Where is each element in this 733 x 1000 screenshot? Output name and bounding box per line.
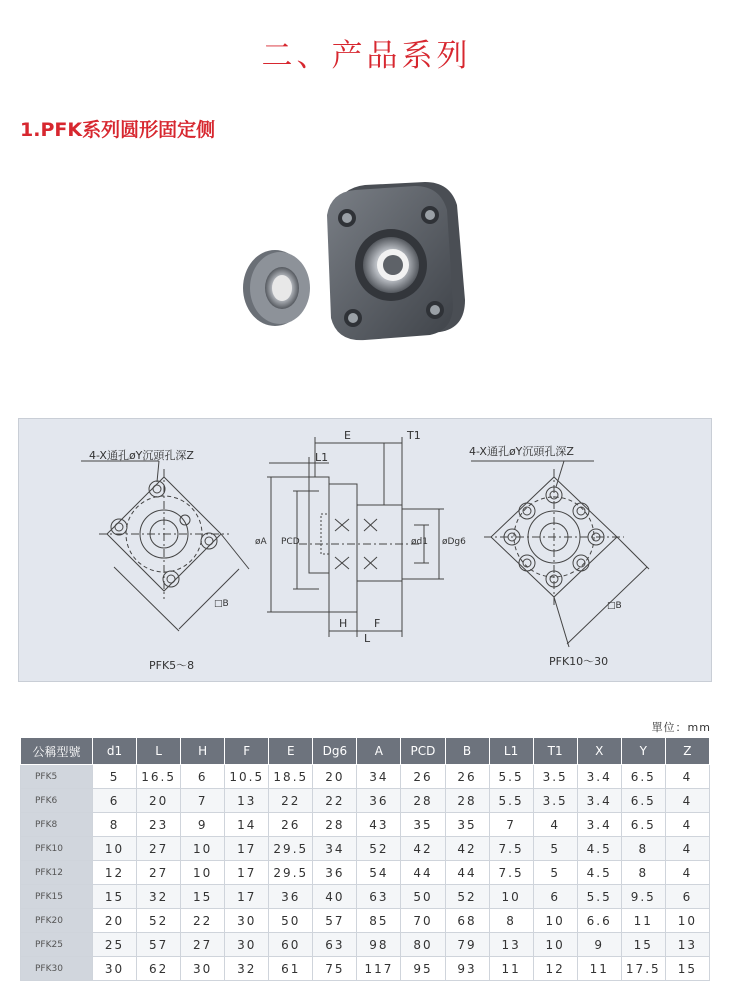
value-cell: 57	[313, 909, 357, 933]
dim-t1-label: T1	[407, 429, 421, 442]
value-cell: 9	[181, 813, 225, 837]
value-cell: 9	[577, 933, 621, 957]
value-cell: 5	[533, 861, 577, 885]
unit-label: 單位：mm	[651, 721, 711, 734]
value-cell: 7.5	[489, 837, 533, 861]
dim-pcd-label: PCD	[281, 537, 300, 547]
section-title: 1.PFK系列圆形固定侧	[20, 119, 216, 141]
value-cell: 26	[269, 813, 313, 837]
value-cell: 61	[269, 957, 313, 981]
value-cell: 5.5	[489, 765, 533, 789]
value-cell: 16.5	[137, 765, 181, 789]
left-hole-callout: 4-X通孔øY沉頭孔深Z	[89, 449, 194, 462]
column-header: E	[269, 738, 313, 765]
column-header: PCD	[401, 738, 445, 765]
value-cell: 34	[313, 837, 357, 861]
value-cell: 4	[533, 813, 577, 837]
value-cell: 27	[137, 837, 181, 861]
value-cell: 11	[577, 957, 621, 981]
value-cell: 18.5	[269, 765, 313, 789]
value-cell: 8	[93, 813, 137, 837]
value-cell: 44	[445, 861, 489, 885]
column-header: Dg6	[313, 738, 357, 765]
lock-nut-image	[243, 250, 310, 326]
value-cell: 52	[137, 909, 181, 933]
value-cell: 68	[445, 909, 489, 933]
value-cell: 117	[357, 957, 401, 981]
value-cell: 15	[93, 885, 137, 909]
value-cell: 10	[93, 837, 137, 861]
value-cell: 8	[489, 909, 533, 933]
model-cell: PFK8	[21, 813, 93, 837]
value-cell: 7	[181, 789, 225, 813]
column-header: Z	[665, 738, 709, 765]
column-header: L1	[489, 738, 533, 765]
value-cell: 10	[533, 909, 577, 933]
value-cell: 32	[137, 885, 181, 909]
table-row	[21, 789, 710, 813]
value-cell: 42	[401, 837, 445, 861]
value-cell: 5	[533, 837, 577, 861]
model-cell: PFK25	[21, 933, 93, 957]
value-cell: 35	[445, 813, 489, 837]
value-cell: 95	[401, 957, 445, 981]
value-cell: 34	[357, 765, 401, 789]
value-cell: 26	[445, 765, 489, 789]
right-hole-callout: 4-X通孔øY沉頭孔深Z	[469, 445, 574, 458]
value-cell: 23	[137, 813, 181, 837]
technical-drawing	[18, 418, 712, 682]
value-cell: 4.5	[577, 837, 621, 861]
value-cell: 30	[225, 933, 269, 957]
value-cell: 44	[401, 861, 445, 885]
value-cell: 42	[445, 837, 489, 861]
value-cell: 17	[225, 885, 269, 909]
dim-e-label: E	[344, 429, 351, 442]
product-photo	[225, 170, 515, 370]
value-cell: 4.5	[577, 861, 621, 885]
value-cell: 9.5	[621, 885, 665, 909]
value-cell: 5.5	[577, 885, 621, 909]
value-cell: 28	[401, 789, 445, 813]
value-cell: 57	[137, 933, 181, 957]
value-cell: 10.5	[225, 765, 269, 789]
dim-b-label-left: □B	[214, 599, 229, 609]
value-cell: 6	[533, 885, 577, 909]
page-title: 二、产品系列	[261, 38, 472, 74]
value-cell: 70	[401, 909, 445, 933]
right-view-caption: PFK10～30	[549, 655, 609, 668]
value-cell: 8	[621, 837, 665, 861]
value-cell: 4	[665, 813, 709, 837]
dim-l-label: L	[364, 632, 371, 645]
value-cell: 36	[313, 861, 357, 885]
value-cell: 3.5	[533, 789, 577, 813]
value-cell: 6	[665, 885, 709, 909]
table-row	[21, 909, 710, 933]
dim-dg6-label: øDg6	[442, 537, 466, 547]
value-cell: 54	[357, 861, 401, 885]
value-cell: 4	[665, 789, 709, 813]
value-cell: 13	[665, 933, 709, 957]
value-cell: 4	[665, 861, 709, 885]
value-cell: 36	[269, 885, 313, 909]
value-cell: 5.5	[489, 789, 533, 813]
column-header: H	[181, 738, 225, 765]
value-cell: 15	[665, 957, 709, 981]
value-cell: 11	[489, 957, 533, 981]
value-cell: 6.5	[621, 813, 665, 837]
value-cell: 52	[445, 885, 489, 909]
value-cell: 62	[137, 957, 181, 981]
table-row	[21, 837, 710, 861]
value-cell: 25	[93, 933, 137, 957]
value-cell: 27	[137, 861, 181, 885]
model-cell: PFK6	[21, 789, 93, 813]
value-cell: 80	[401, 933, 445, 957]
column-header: F	[225, 738, 269, 765]
value-cell: 63	[357, 885, 401, 909]
value-cell: 22	[313, 789, 357, 813]
column-header: X	[577, 738, 621, 765]
value-cell: 30	[181, 957, 225, 981]
value-cell: 29.5	[269, 837, 313, 861]
value-cell: 40	[313, 885, 357, 909]
table-row	[21, 885, 710, 909]
value-cell: 17	[225, 861, 269, 885]
value-cell: 85	[357, 909, 401, 933]
value-cell: 36	[357, 789, 401, 813]
model-cell: PFK30	[21, 957, 93, 981]
value-cell: 8	[621, 861, 665, 885]
value-cell: 6.6	[577, 909, 621, 933]
value-cell: 30	[225, 909, 269, 933]
value-cell: 12	[93, 861, 137, 885]
value-cell: 13	[489, 933, 533, 957]
model-cell: PFK10	[21, 837, 93, 861]
model-cell: PFK5	[21, 765, 93, 789]
value-cell: 17	[225, 837, 269, 861]
value-cell: 13	[225, 789, 269, 813]
value-cell: 14	[225, 813, 269, 837]
value-cell: 6.5	[621, 789, 665, 813]
value-cell: 17.5	[621, 957, 665, 981]
model-cell: PFK15	[21, 885, 93, 909]
value-cell: 15	[621, 933, 665, 957]
value-cell: 93	[445, 957, 489, 981]
value-cell: 52	[357, 837, 401, 861]
value-cell: 43	[357, 813, 401, 837]
value-cell: 20	[137, 789, 181, 813]
value-cell: 28	[313, 813, 357, 837]
value-cell: 7.5	[489, 861, 533, 885]
value-cell: 11	[621, 909, 665, 933]
value-cell: 26	[401, 765, 445, 789]
value-cell: 63	[313, 933, 357, 957]
value-cell: 75	[313, 957, 357, 981]
model-cell: PFK20	[21, 909, 93, 933]
dim-b-label-right: □B	[607, 601, 622, 611]
table-row	[21, 813, 710, 837]
value-cell: 6.5	[621, 765, 665, 789]
value-cell: 10	[533, 933, 577, 957]
value-cell: 15	[181, 885, 225, 909]
value-cell: 6	[181, 765, 225, 789]
value-cell: 10	[181, 837, 225, 861]
column-header: A	[357, 738, 401, 765]
value-cell: 28	[445, 789, 489, 813]
table-row	[21, 861, 710, 885]
value-cell: 4	[665, 765, 709, 789]
value-cell: 6	[93, 789, 137, 813]
table-row	[21, 957, 710, 981]
table-body	[21, 765, 710, 981]
value-cell: 20	[313, 765, 357, 789]
table-row	[21, 933, 710, 957]
column-header: d1	[93, 738, 137, 765]
value-cell: 50	[401, 885, 445, 909]
value-cell: 98	[357, 933, 401, 957]
table-row	[21, 765, 710, 789]
value-cell: 10	[665, 909, 709, 933]
value-cell: 3.5	[533, 765, 577, 789]
dim-d1-label: ød1	[411, 537, 428, 547]
dim-f-label: F	[374, 617, 381, 630]
value-cell: 12	[533, 957, 577, 981]
value-cell: 3.4	[577, 789, 621, 813]
value-cell: 3.4	[577, 813, 621, 837]
value-cell: 10	[181, 861, 225, 885]
value-cell: 35	[401, 813, 445, 837]
value-cell: 29.5	[269, 861, 313, 885]
value-cell: 30	[93, 957, 137, 981]
value-cell: 22	[181, 909, 225, 933]
left-view-caption: PFK5～8	[149, 659, 195, 672]
column-header: T1	[533, 738, 577, 765]
value-cell: 5	[93, 765, 137, 789]
value-cell: 4	[665, 837, 709, 861]
value-cell: 10	[489, 885, 533, 909]
column-header: B	[445, 738, 489, 765]
model-cell: PFK12	[21, 861, 93, 885]
value-cell: 22	[269, 789, 313, 813]
spec-table	[20, 737, 710, 981]
value-cell: 50	[269, 909, 313, 933]
column-header: 公稱型號	[21, 738, 93, 765]
housing-image	[327, 182, 465, 340]
dim-h-label: H	[339, 617, 348, 630]
value-cell: 27	[181, 933, 225, 957]
value-cell: 20	[93, 909, 137, 933]
column-header: Y	[621, 738, 665, 765]
value-cell: 79	[445, 933, 489, 957]
table-header-row	[21, 738, 710, 765]
dim-l1-label: L1	[315, 451, 329, 464]
value-cell: 3.4	[577, 765, 621, 789]
column-header: L	[137, 738, 181, 765]
value-cell: 60	[269, 933, 313, 957]
value-cell: 7	[489, 813, 533, 837]
dim-a-label: øA	[255, 537, 267, 547]
value-cell: 32	[225, 957, 269, 981]
